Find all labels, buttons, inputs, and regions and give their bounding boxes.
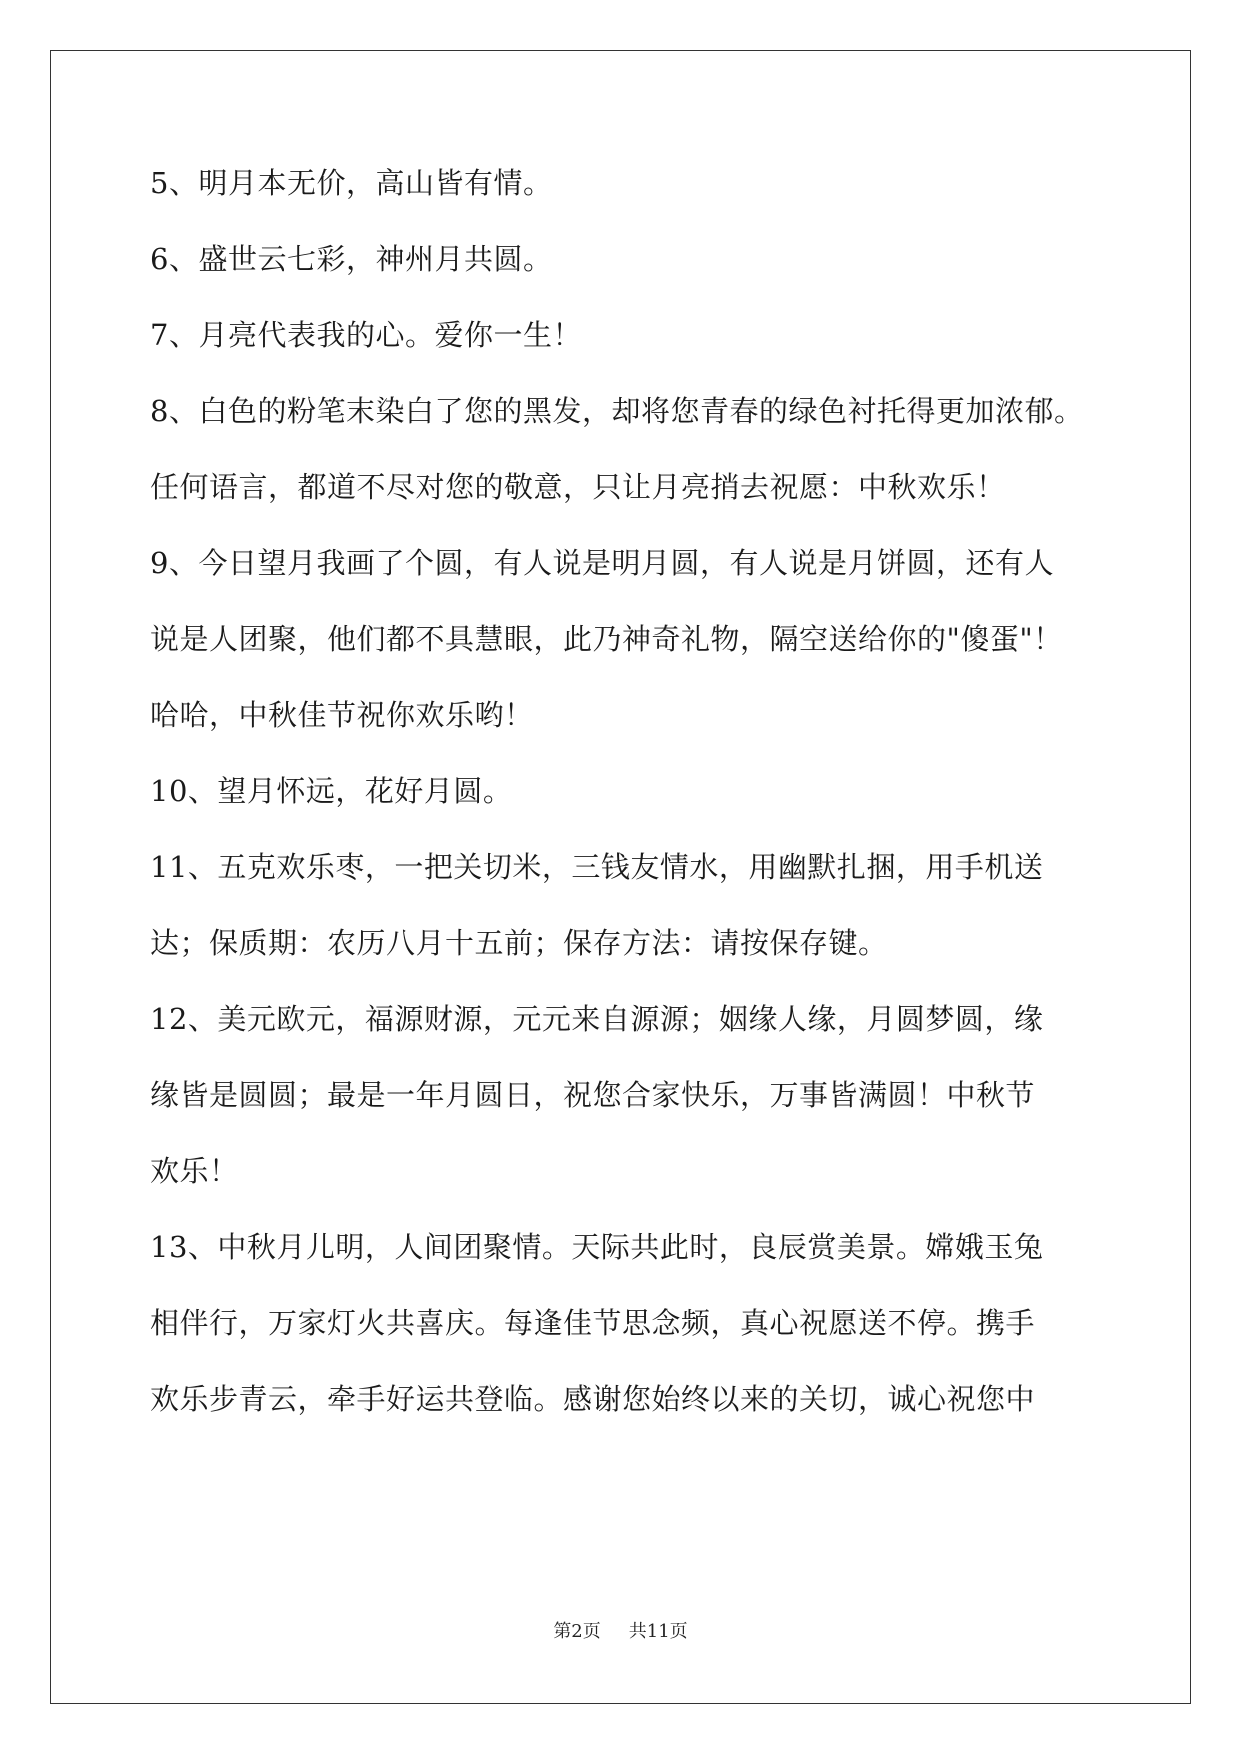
text-line: 5、明月本无价，高山皆有情。 [150, 166, 553, 200]
page-footer [0, 1620, 1241, 1644]
text-line: 6、盛世云七彩，神州月共圆。 [150, 242, 553, 276]
text-line: 12、美元欧元，福源财源，元元来自源源；姻缘人缘，月圆梦圆，缘 [150, 1002, 1044, 1036]
text-line: 缘皆是圆圆；最是一年月圆日，祝您合家快乐，万事皆满圆！中秋节 [150, 1078, 1036, 1112]
text-line: 11、五克欢乐枣，一把关切米，三钱友情水，用幽默扎捆，用手机送 [150, 850, 1044, 884]
text-line: 10、望月怀远，花好月圆。 [150, 774, 513, 808]
page-total: 共11页 [628, 1621, 688, 1642]
text-line: 达；保质期：农历八月十五前；保存方法：请按保存键。 [150, 926, 888, 960]
text-line: 13、中秋月儿明，人间团聚情。天际共此时，良辰赏美景。嫦娥玉兔 [150, 1230, 1044, 1264]
document-body [150, 164, 1091, 1456]
text-line: 7、月亮代表我的心。爱你一生！ [150, 318, 582, 352]
text-line: 说是人团聚，他们都不具慧眼，此乃神奇礼物，隔空送给你的"傻蛋"！ [150, 622, 1063, 656]
text-line: 欢乐！ [150, 1154, 239, 1188]
text-line: 哈哈，中秋佳节祝你欢乐哟！ [150, 698, 534, 732]
page-number: 第2页 [553, 1621, 601, 1642]
text-line: 欢乐步青云，牵手好运共登临。感谢您始终以来的关切，诚心祝您中 [150, 1382, 1036, 1416]
text-line: 任何语言，都道不尽对您的敬意，只让月亮捎去祝愿：中秋欢乐！ [150, 470, 1006, 504]
text-line: 8、白色的粉笔末染白了您的黑发，却将您青春的绿色衬托得更加浓郁。 [150, 394, 1084, 428]
text-line: 9、今日望月我画了个圆，有人说是明月圆，有人说是月饼圆，还有人 [150, 546, 1054, 580]
text-line: 相伴行，万家灯火共喜庆。每逢佳节思念频，真心祝愿送不停。携手 [150, 1306, 1036, 1340]
